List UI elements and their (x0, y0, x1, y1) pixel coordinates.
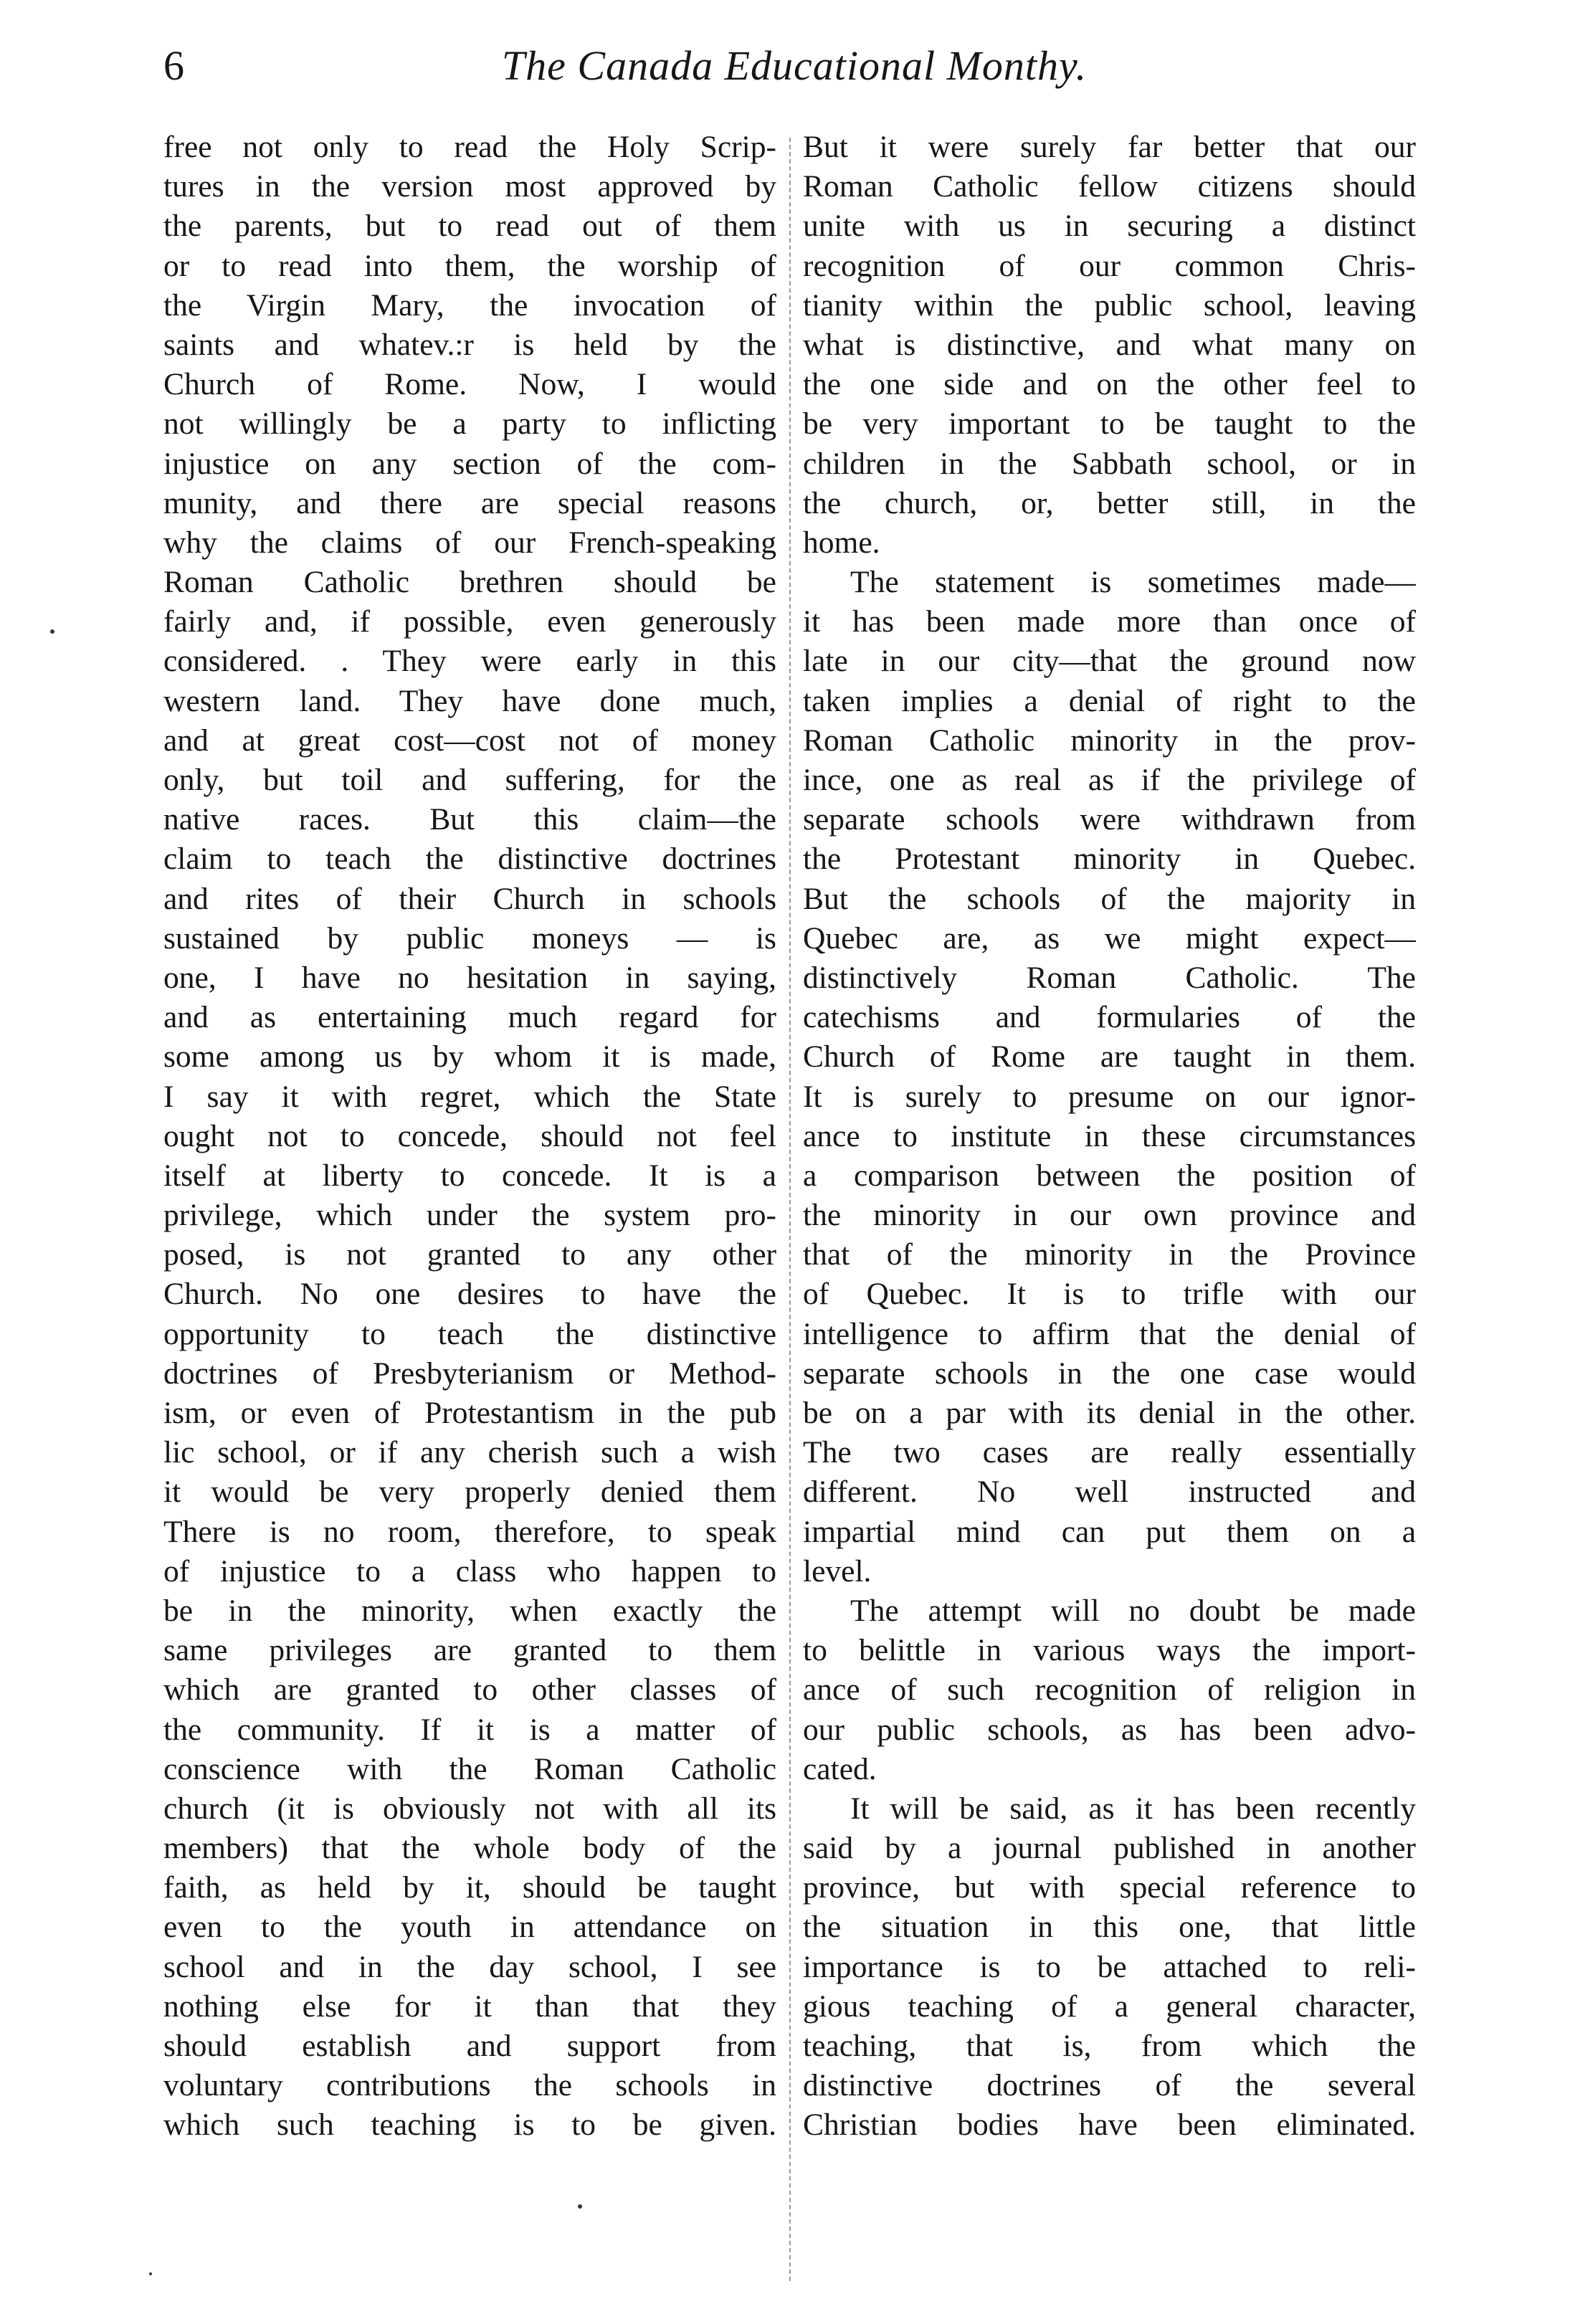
text-line: teaching, that is, from which the (803, 2029, 1416, 2063)
text-line: same privileges are granted to them (163, 1633, 776, 1668)
text-line: taken implies a denial of right to the (803, 683, 1416, 718)
text-line: school and in the day school, I see (163, 1949, 776, 1984)
text-line: distinctive doctrines of the several (803, 2068, 1416, 2103)
text-line: It is surely to presume on our ignor- (803, 1079, 1416, 1114)
journal-title: The Canada Educational Monthy. (501, 42, 1088, 89)
text-line: even to the youth in attendance on (163, 1910, 776, 1945)
text-line: the Protestant minority in Quebec. (803, 842, 1416, 877)
text-line: injustice on any section of the com- (163, 446, 776, 481)
text-line: claim to teach the distinctive doctrines (163, 842, 776, 877)
running-head (163, 37, 1425, 95)
text-line: voluntary contributions the schools in (163, 2068, 776, 2103)
paragraph-first-line: The attempt will no doubt be made (850, 1593, 1416, 1628)
text-line: privilege, which under the system pro- (163, 1198, 776, 1233)
right-text-column (803, 128, 1416, 2146)
text-line: separate schools in the one case would (803, 1356, 1416, 1391)
text-line: I say it with regret, which the State (163, 1079, 776, 1114)
text-line: ought not to concede, should not feel (163, 1118, 776, 1153)
text-line: home. (803, 525, 880, 560)
text-line: which are granted to other classes of (163, 1672, 776, 1708)
text-line: our public schools, as has been advo- (803, 1712, 1416, 1747)
text-line: But it were surely far better that our (803, 130, 1416, 164)
text-line: which such teaching is to be given. (163, 2108, 776, 2143)
text-line: nothing else for it than that they (163, 1989, 776, 2024)
text-line: church (it is obviously not with all its (163, 1791, 776, 1826)
text-line: lic school, or if any cherish such a wish (163, 1435, 776, 1470)
text-line: sustained by public moneys — is (163, 920, 776, 956)
text-line: posed, is not granted to any other (163, 1237, 776, 1272)
text-line: itself at liberty to concede. It is a (163, 1158, 776, 1193)
text-line: level. (803, 1553, 872, 1589)
text-line: be very important to be taught to the (803, 406, 1416, 442)
text-line: But the schools of the majority in (803, 881, 1416, 916)
print-speck (149, 2272, 152, 2275)
text-line: Roman Catholic brethren should be (163, 565, 776, 600)
text-line: tianity within the public school, leaving (803, 287, 1416, 323)
text-line: the minority in our own province and (803, 1198, 1416, 1233)
left-text-column (163, 128, 776, 2146)
text-line: Christian bodies have been eliminated. (803, 2108, 1416, 2143)
text-line: The two cases are really essentially (803, 1435, 1416, 1470)
text-line: be on a par with its denial in the other. (803, 1396, 1416, 1430)
text-line: intelligence to affirm that the denial of (803, 1316, 1416, 1351)
text-line: members) that the whole body of the (163, 1831, 776, 1866)
text-line: the church, or, better still, in the (803, 485, 1416, 520)
text-line: unite with us in securing a distinct (803, 209, 1416, 244)
text-line: children in the Sabbath school, or in (803, 446, 1416, 481)
text-line: late in our city—that the ground now (803, 644, 1416, 679)
text-line: a comparison between the position of (803, 1158, 1416, 1193)
text-line: one, I have no hesitation in saying, (163, 960, 776, 995)
text-line: that of the minority in the Province (803, 1237, 1416, 1272)
text-line: free not only to read the Holy Scrip- (163, 130, 776, 164)
text-line: the one side and on the other feel to (803, 367, 1416, 402)
text-line: to belittle in various ways the import- (803, 1633, 1416, 1668)
text-line: it would be very properly denied them (163, 1475, 776, 1510)
text-line: only, but toil and suffering, for the (163, 763, 776, 797)
column-divider (789, 138, 791, 2281)
text-line: distinctively Roman Catholic. The (803, 960, 1416, 995)
text-line: province, but with special reference to (803, 1870, 1416, 1905)
text-line: Quebec are, as we might expect— (803, 920, 1416, 956)
text-line: Roman Catholic fellow citizens should (803, 169, 1416, 204)
text-line: munity, and there are special reasons (163, 485, 776, 520)
text-line: ance to institute in these circumstances (803, 1118, 1416, 1153)
text-line: Church. No one desires to have the (163, 1277, 776, 1312)
text-line: ance of such recognition of religion in (803, 1672, 1416, 1708)
text-line: There is no room, therefore, to speak (163, 1514, 776, 1549)
text-line: should establish and support from (163, 2029, 776, 2063)
text-line: faith, as held by it, should be taught (163, 1870, 776, 1905)
text-line: of Quebec. It is to trifle with our (803, 1277, 1416, 1312)
text-line: importance is to be attached to reli- (803, 1949, 1416, 1984)
text-line: native races. But this claim—the (163, 802, 776, 837)
text-line: tures in the version most approved by (163, 169, 776, 204)
text-line: saints and whatev.:r is held by the (163, 327, 776, 362)
text-line: Church of Rome are taught in them. (803, 1039, 1416, 1075)
print-speck (578, 2204, 582, 2209)
text-line: impartial mind can put them on a (803, 1514, 1416, 1549)
text-line: ince, one as real as if the privilege of (803, 763, 1416, 797)
text-line: and rites of their Church in schools (163, 881, 776, 916)
text-line: and as entertaining much regard for (163, 1000, 776, 1035)
text-line: fairly and, if possible, even generously (163, 604, 776, 639)
text-line: doctrines of Presbyterianism or Method- (163, 1356, 776, 1391)
text-line: it has been made more than once of (803, 604, 1416, 639)
text-line: of injustice to a class who happen to (163, 1553, 776, 1589)
text-line: ism, or even of Protestantism in the pub (163, 1396, 776, 1430)
text-line: the community. If it is a matter of (163, 1712, 776, 1747)
paragraph-first-line: It will be said, as it has been recently (850, 1791, 1416, 1826)
text-line: Roman Catholic minority in the prov- (803, 723, 1416, 758)
text-line: the Virgin Mary, the invocation of (163, 287, 776, 323)
text-line: why the claims of our French-speaking (163, 525, 776, 560)
text-line: conscience with the Roman Catholic (163, 1751, 776, 1786)
text-line: cated. (803, 1751, 877, 1786)
text-line: some among us by whom it is made, (163, 1039, 776, 1075)
text-line: said by a journal published in another (803, 1831, 1416, 1866)
text-line: be in the minority, when exactly the (163, 1593, 776, 1628)
page-number: 6 (163, 42, 184, 89)
text-line: opportunity to teach the distinctive (163, 1316, 776, 1351)
text-line: considered. . They were early in this (163, 644, 776, 679)
text-line: not willingly be a party to inflicting (163, 406, 776, 442)
text-line: the parents, but to read out of them (163, 209, 776, 244)
text-line: separate schools were withdrawn from (803, 802, 1416, 837)
text-line: recognition of our common Chris- (803, 248, 1416, 283)
text-line: gious teaching of a general character, (803, 1989, 1416, 2024)
text-line: and at great cost—cost not of money (163, 723, 776, 758)
paragraph-first-line: The statement is sometimes made— (850, 565, 1416, 600)
print-speck (50, 629, 54, 634)
text-line: catechisms and formularies of the (803, 1000, 1416, 1035)
text-line: the situation in this one, that little (803, 1910, 1416, 1945)
text-line: what is distinctive, and what many on (803, 327, 1416, 362)
text-line: Church of Rome. Now, I would (163, 367, 776, 402)
text-line: western land. They have done much, (163, 683, 776, 718)
text-line: different. No well instructed and (803, 1475, 1416, 1510)
text-line: or to read into them, the worship of (163, 248, 776, 283)
